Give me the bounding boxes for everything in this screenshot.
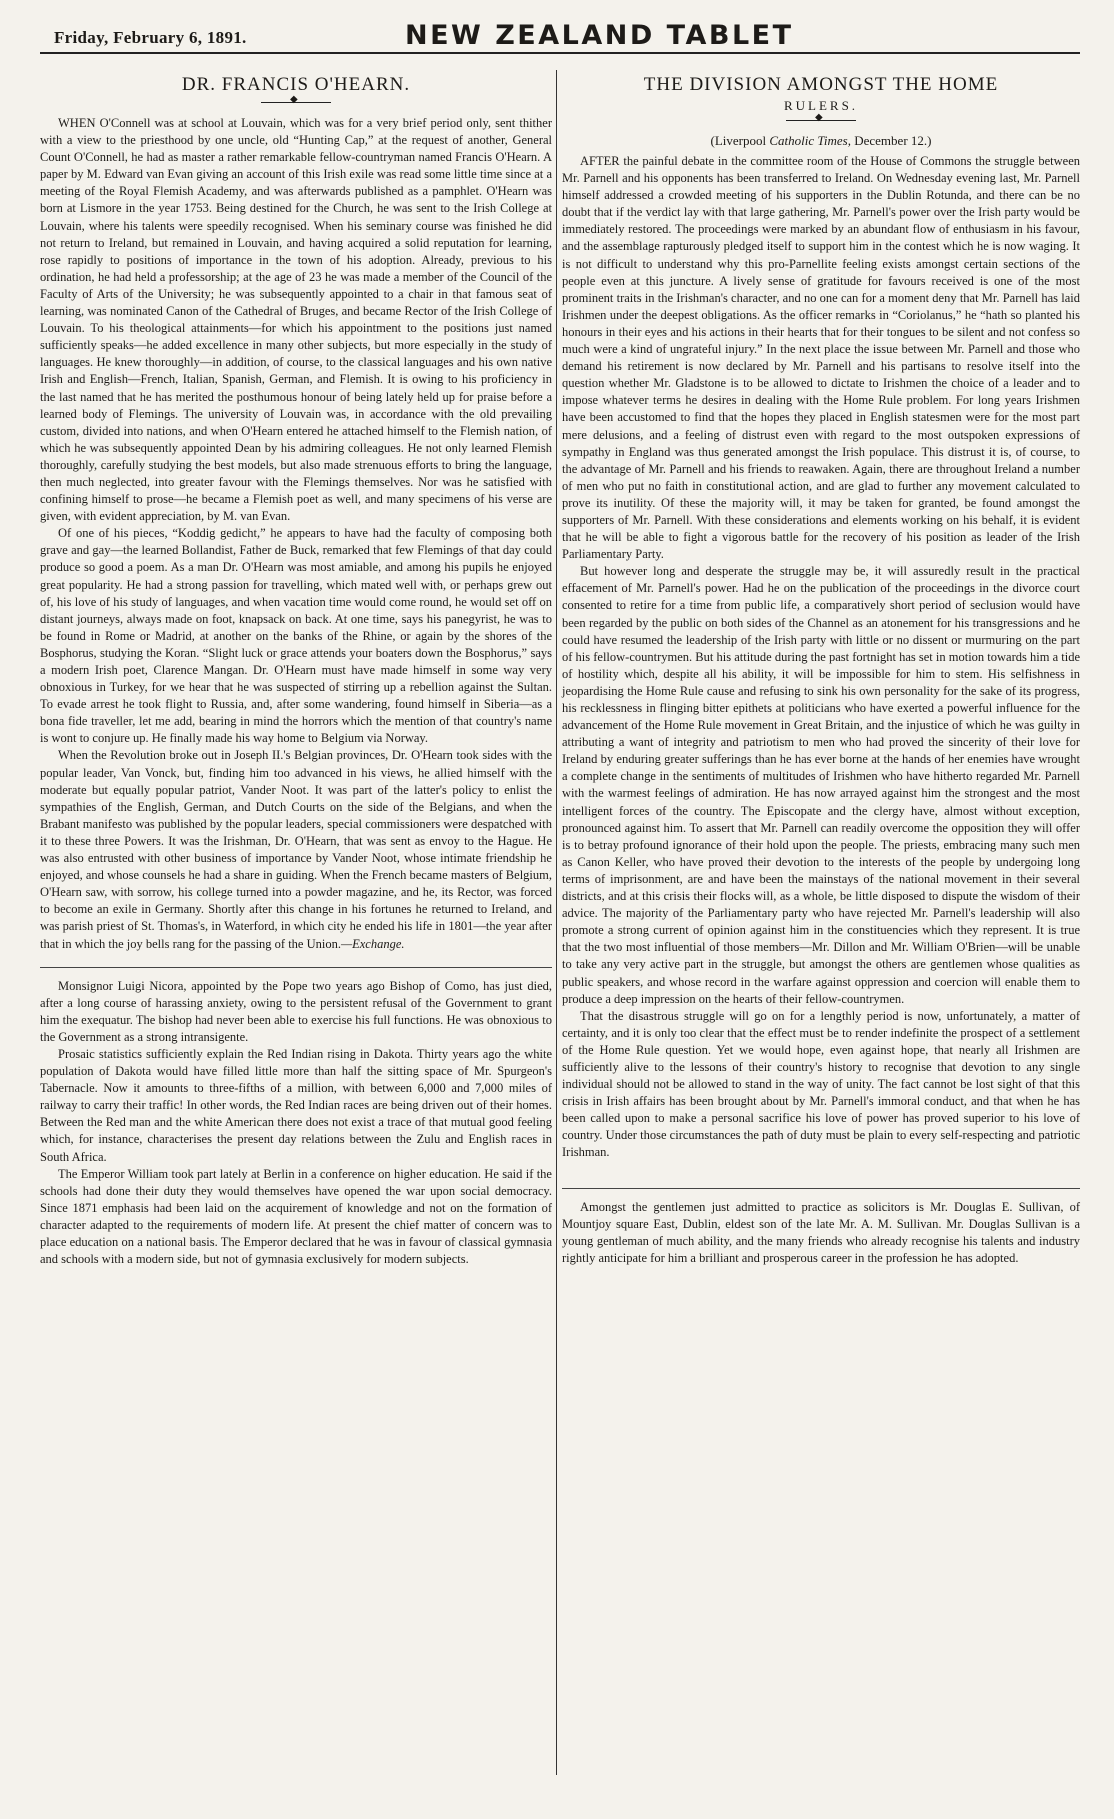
article-source-line: [562, 133, 1080, 149]
source-paper: Catholic Times,: [769, 133, 851, 148]
article-paragraph: [40, 747, 552, 952]
section-separator: [40, 967, 552, 968]
newspaper-title: NEW ZEALAND TABLET: [405, 20, 794, 51]
column-divider: [556, 70, 557, 1775]
article-source: —Exchange.: [340, 936, 405, 951]
article-paragraph: But however long and desperate the struggle may be, it will assuredly result in the practical effacement of Mr. Parnell's power. Had he on the publication of the proceedings in the divorce court consented to retire for a time from public life, a comparatively short period of seclusion would have been regarded by the public on both sides of the Channel as an atonement for his transgressions and he could have resumed the leadership of the Irish party with little or no dissent or murmuring on the part of his fellow-countrymen. But his attitude during the past fortnight has set in motion towards him a tide of hostility which, despite all his ability, it will be impossible for him to stem. His selfishness in jeopardising the Home Rule cause and refusing to sink his own personality for the sake of its progress, his recklessness in flinging bitter epithets at politicians who have exerted a powerful influence for the advancement of the Home Rule movement in Great Britain, and the injustice of which he was guilty in attributing a want of integrity and patriotism to men who had proved the sincerity of their love for Ireland by enduring greater sufferings than he has ever borne at the hands of her enemies have wrought a complete change in the sentiments of multitudes of Irishmen who have hitherto regarded Mr. Parnell with the warmest feelings of admiration. He has now arrayed against him the strongest and the most intelligent forces of the country. The Episcopate and the clergy have, almost without exception, pronounced against him. To assert that Mr. Parnell can readily overcome the opposition they will offer is to betray profound ignorance of their hold upon the people. The priests, embracing many such men as Canon Keller, who have proved their devotion to the interests of the people by undergoing long terms of imprisonment, are and have been the mainstays of the national movement in their several districts, and at this crisis their flocks will, as a whole, be little disposed to dispute the wisdom of their advice. The majority of the Parliamentary party who have rejected Mr. Parnell's leadership will also promote a strong current of opinion against him in the constituencies which they represent. It is true that the two most influential of those members—Mr. Dillon and Mr. William O'Brien—will be unable to take any very active part in the struggle, but amongst the others are gentlemen whose qualities as public speakers, and whose record in the warfare against oppression and coercion will enable them to produce a deep impression on the hearts of their fellow-countrymen.: [562, 564, 1080, 1006]
article-subheading: RULERS.: [783, 98, 859, 113]
section-separator: [562, 1188, 1080, 1189]
source-prefix: (Liverpool: [710, 133, 767, 148]
masthead: [40, 22, 1080, 54]
right-column: [562, 70, 1080, 1267]
article-heading-ohearn: DR. FRANCIS O'HEARN.: [181, 74, 411, 95]
article-paragraph: WHEN O'Connell was at school at Louvain, which was for a very brief period only, sent thither with a view to the priesthood by one uncle, old “Hunting Cap,” at the request of another, General Count O'Connell, he had as master a rather remarkable fellow-countryman named Francis O'Hearn. A paper by M. Edward van Evan giving an account of this Irish exile was read some little time since at a meeting of the Royal Flemish Academy, and was afterwards published as a pamphlet. O'Hearn was born at Lismore in the year 1753. Being destined for the Church, he was sent to the Irish College at Louvain, where his talents were speedily recognised. When his seminary course was finished he did not return to Ireland, but remained in Louvain, and having acquired a solid reputation for learning, rose rapidly to positions of importance in the town of his adoption. Already, previous to his ordination, he had held a professorship; at the age of 23 he was made a member of the Council of the Faculty of Arts of the University; he was subsequently appointed to a chair in that famous seat of learning, was nominated Canon of the Cathedral of Bruges, and became Rector of the Irish College of Louvain. To his theological attainments—for which his appointment to the positions just named sufficiently speaks—he added excellence in many other subjects, but more especially in the study of languages. He knew thoroughly—in addition, of course, to the classical languages and his own native Irish and English—French, Italian, Spanish, German, and Flemish. It is owing to his proficiency in the last named that he has merited the posthumous honour of being lately held up for praise before a learned body of Flemings. The university of Louvain was, in accordance with the old prevailing custom, divided into nations, and when O'Hearn entered he attached himself to the Flemish nation, of which he was subsequently appointed Dean by his admiring colleagues. He not only learned Flemish thoroughly, carefully studying the best models, but also made strenuous efforts to bring the language, then much neglected, into greater favour with the Flemings themselves. Nor was he satisfied with confining himself to prose—he became a Flemish poet as well, and many specimens of his verse are given, with evident appreciation, by M. van Evan.: [40, 116, 552, 524]
news-paragraph-emperor: The Emperor William took part lately at Berlin in a conference on higher education. He said if the schools had done their duty they would themselves have opened the war upon social democracy. Since 1871 emphasis had been laid on the acquirement of knowledge and not on the formation of character adapted to the requirements of modern life. At present the chief matter of concern was to place education on a national basis. The Emperor declared that he was in favour of classical gymnasia and schools with a modern side, but not of gymnasia exclusively for modern subjects.: [40, 1166, 552, 1267]
article-paragraph: Of one of his pieces, “Koddig gedicht,” he appears to have had the faculty of composing both grave and gay—the learned Bollandist, Father de Buck, remarked that few Flemings of that day could produce so good a poem. As a man Dr. O'Hearn was most amiable, and among his pupils he enjoyed great popularity. He had a strong passion for travelling, which mated well with, or perhaps grew out of, his love of his study of languages, and when vacation time would come round, he would set off on distant journeys, always made on foot, knapsack on back. At one time, says his panegyrist, he was to be found in Rome or Madrid, at another on the banks of the Rhine, or again by the shores of the Bosphorus, studying the Koran. “Slight luck or grace attends your boaters down the Bosphorus,” says a modern Irish poet, Clarence Mangan. Dr. O'Hearn must have made himself in some way very obnoxious in Turkey, for we hear that he was suspected of stirring up a rebellion against the Sultan. To evade arrest he took flight to Russia, and, after some wandering, found himself in Siberia—as a bona fide traveller, let me add, bearing in mind the horrors which the mention of that country's name is wont to conjure up. He finally made his way home to Belgium via Norway.: [40, 526, 552, 746]
left-column: [40, 70, 552, 1268]
ornament-rule: [261, 99, 331, 107]
paragraph-text: When the Revolution broke out in Joseph II.'s Belgian provinces, Dr. O'Hearn took sides with the popular leader, Van Vonck, but, finding him too advanced in his views, he allied himself with the moderate but equally popular patriot, Vander Noot. It was part of the latter's policy to enlist the sympathies of the English, German, and Dutch Courts on the side of the Belgians, and when the Brabant manifesto was published by the popular leaders, special commissioners were despatched with it to these three Powers. It was the Irishman, Dr. O'Hearn, that was sent as envoy to the Hague. He was also entrusted with other business of importance by Vander Noot, whose intimate friendship he enjoyed, and whose counsels he had a share in guiding. When the French became masters of Belgium, O'Hearn saw, with sorrow, his college turned into a powder magazine, and he, its Rector, was forced to become an exile in Germany. Shortly after this change in his fortunes he returned to Ireland, and was parish priest of St. Thomas's, in Waterford, in which city he ended his life in 1801—the year after that in which the joy bells rang for the passing of the Union.: [40, 748, 552, 951]
news-paragraph-dakota: Prosaic statistics sufficiently explain the Red Indian rising in Dakota. Thirty years ago the white population of Dakota would have filled little more than half the sitting space of Mr. Spurgeon's Tabernacle. Now it amounts to three-fifths of a million, with between 6,000 and 7,000 miles of railway to carry their traffic! In other words, the Red Indian races are being driven out of their homes. Between the Red man and the white American there does not exist a trace of that mutual good feeling which, for instance, characterises the present day relations between the Zulu and English races in South Africa.: [40, 1046, 552, 1164]
news-paragraph-sullivan: Amongst the gentlemen just admitted to practice as solicitors is Mr. Douglas E. Sullivan, of Mountjoy square East, Dublin, eldest son of the late Mr. A. M. Sullivan. Mr. Douglas Sullivan is a young gentleman of much ability, and the many friends who already recognise his talents and industry rightly anticipate for him a brilliant and prosperous career in the profession he has adopted.: [562, 1199, 1080, 1265]
news-paragraph-nicora: Monsignor Luigi Nicora, appointed by the Pope two years ago Bishop of Como, has just died, after a long course of harassing anxiety, owing to the persistent refusal of the Government to grant him the exequatur. The bishop had never been able to exercise his full functions. He was obnoxious to the Government as a strong intransigente.: [40, 978, 552, 1044]
article-heading-division: THE DIVISION AMONGST THE HOME: [643, 74, 999, 95]
source-suffix: December 12.): [854, 133, 932, 148]
issue-date: Friday, February 6, 1891.: [54, 28, 247, 47]
article-paragraph: That the disastrous struggle will go on for a lengthly period is now, unfortunately, a matter of certainty, and it is only too clear that the effect must be to render indefinite the prospect of a settlement of the Home Rule question. Yet we would hope, even against hope, that nearly all Irishmen are sufficiently alive to the lessons of their country's history to recognise that devotion to any single individual should not be allowed to stand in the way of unity. The fact cannot be lost sight of that this crisis in Irish affairs has been brought about by Mr. Parnell's immoral conduct, and that when he has been called upon to make a personal sacrifice his love of power has proved superior to his love of country. Under those circumstances the path of duty must be plain to every self-respecting and patriotic Irishman.: [562, 1008, 1080, 1160]
ornament-rule: [786, 117, 856, 125]
article-paragraph: AFTER the painful debate in the committee room of the House of Commons the struggle between Mr. Parnell and his opponents has been transferred to Ireland. On Wednesday evening last, Mr. Parnell himself addressed a crowded meeting of his supporters in the Dublin Rotunda, and there can be no doubt that if the verdict lay with that large gathering, Mr. Parnell's power over the Irish party would be immediately restored. The proceedings were marked by an abundant flow of enthusiasm in his favour, and the assemblage rapturously pledged itself to support him in the contest which he is now waging. It is not difficult to understand why this pro-Parnellite feeling exists amongst certain sections of the people even at this juncture. A lively sense of gratitude for favours received is one of the most prominent traits in the Irishman's character, and no one can for a moment deny that Mr. Parnell has laid Irishmen under the deepest obligations. As the officer remarks in “Coriolanus,” he “hath so planted his honours in their eyes and his actions in their hearts that for their tongues to be silent and not confess so much were a kind of ungrateful injury.” In the next place the issue between Mr. Parnell and those who demand his retirement is now declared by Mr. Parnell and his partisans to resolve itself into the question whether Mr. Gladstone is to be allowed to dictate to Irishmen the choice of a leader and to impose whatever terms he desires in dealing with the Home Rule problem. For long years Irishmen have been accustomed to find that the hopes they placed in English statesmen were for the most part mere delusions, and a feeling of distrust even with regard to the most outspoken expressions of sympathy in England was thus generated amongst the Irish populace. This distrust it is, of course, to the advantage of Mr. Parnell and his friends to reawaken. Again, there are throughout Ireland a number of men who put no faith in constitutional action, and are glad to further any movement calculated to prove its inutility. Of these the majority will, it may be taken for granted, be found amongst the supporters of Mr. Parnell. With these considerations and elements working on his behalf, it is evident that he will be able to fight a vigorous battle for the recovery of his position as leader of the Irish Parliamentary Party.: [562, 154, 1080, 562]
